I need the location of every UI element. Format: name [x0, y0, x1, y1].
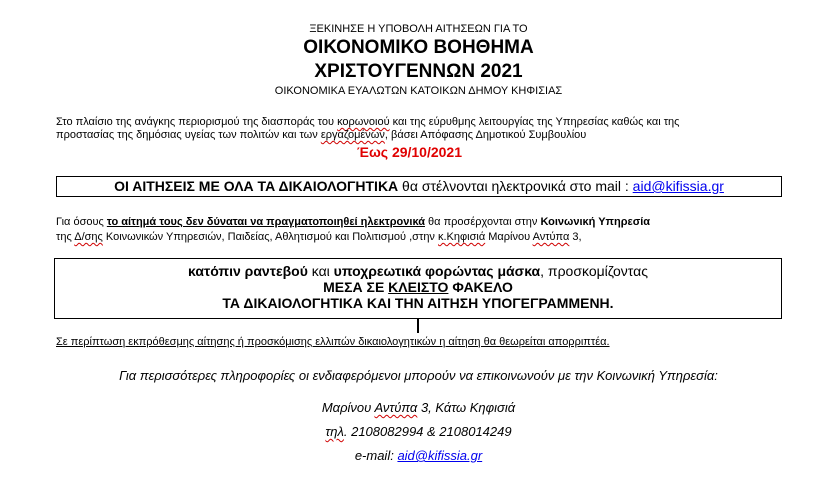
- para-text: θα προσέρχονται στην: [424, 216, 541, 228]
- intro-text: κορωνοιού: [337, 116, 390, 128]
- email-link[interactable]: aid@kifissia.gr: [632, 178, 724, 194]
- box2-line-3: ΤΑ ΔΙΚΑΙΟΛΟΓΗΤΙΚΑ ΚΑΙ ΤΗΝ ΑΙΤΗΣΗ ΥΠΟΓΕΓΡΑΜΜΕΝΗ.: [222, 295, 614, 311]
- intro-line-1: [56, 116, 784, 128]
- contact-address: [0, 400, 837, 415]
- para-text: Για όσους: [56, 216, 107, 228]
- text-cursor: [417, 319, 419, 333]
- intro-text: και της εύρυθμης λειτουργίας της Υπηρεσίας καθώς και της: [389, 116, 680, 128]
- rejection-warning: Σε περίπτωση εκπρόθεσμης αίτησης ή προσκόμισης ελλιπών δικαιολογητικών η αίτηση θα θεωρείται απορριπτέα.: [56, 336, 610, 348]
- para-text: το αίτημά τους δεν δύναται να πραγματοποιηθεί ηλεκτρονικά: [106, 216, 425, 228]
- intro-text: εργαζομένων: [320, 129, 385, 141]
- title-line-1: ΟΙΚΟΝΟΜΙΚΟ ΒΟΗΘΗΜΑ: [303, 37, 534, 58]
- box2-text: ΦΑΚΕΛΟ: [448, 279, 513, 295]
- contact-email: [0, 448, 837, 463]
- phone-text: τηλ: [325, 424, 344, 439]
- box1-text: θα στέλνονται ηλεκτρονικά στο mail :: [398, 178, 633, 194]
- para-text: Αντύπα: [532, 231, 570, 243]
- para-text: της: [56, 231, 75, 243]
- in-person-line-1: [56, 216, 650, 228]
- box2-line-2: [55, 279, 781, 295]
- box2-text: ΜΕΣΑ ΣΕ: [323, 279, 389, 295]
- email-submission-box: [56, 176, 782, 197]
- phone-text: . 2108082994 & 2108014249: [343, 424, 512, 439]
- para-text: Δ/σης: [74, 231, 103, 243]
- intro-text: Στο πλαίσιο της ανάγκης περιορισμού της διασποράς του: [56, 116, 338, 128]
- box2-text: και: [307, 263, 334, 279]
- box1-bold: ΟΙ ΑΙΤΗΣΕΙΣ ΜΕ ΟΛΑ ΤΑ ΔΙΚΑΙΟΛΟΓΗΤΙΚΑ: [114, 178, 399, 194]
- contact-phone: [0, 424, 837, 439]
- para-text: Μαρίνου: [485, 231, 533, 243]
- address-text: Μαρίνου: [321, 400, 375, 415]
- box2-text: , προσκομίζοντας: [540, 263, 648, 279]
- para-text: κ.Κηφισιά: [438, 231, 486, 243]
- email-label: e-mail:: [354, 448, 398, 463]
- subtitle: ΟΙΚΟΝΟΜΙΚΑ ΕΥΑΛΩΤΩΝ ΚΑΤΟΙΚΩΝ ΔΗΜΟΥ ΚΗΦΙΣΙΑΣ: [274, 85, 563, 97]
- intro-text: προστασίας της δημόσιας υγείας των πολιτών και των: [56, 129, 321, 141]
- intro-line-2: [56, 129, 586, 141]
- contact-email-link[interactable]: aid@kifissia.gr: [397, 448, 483, 463]
- box2-line-1: [55, 263, 781, 279]
- para-text: Κοινωνικών Υπηρεσιών, Παιδείας, Αθλητισμού και Πολιτισμού ,στην: [102, 231, 438, 243]
- deadline: Έως 29/10/2021: [357, 144, 463, 160]
- in-person-line-2: [56, 231, 582, 243]
- address-text: 3, Κάτω Κηφισιά: [417, 400, 516, 415]
- box2-text: κατόπιν ραντεβού: [188, 263, 308, 279]
- para-text: Κοινωνική Υπηρεσία: [540, 216, 651, 228]
- contact-info: Για περισσότερες πληροφορίες οι ενδιαφερόμενοι μπορούν να επικοινωνούν με την Κοινωνική Υπηρεσία:: [119, 368, 718, 383]
- para-text: 3,: [569, 231, 582, 243]
- intro-text: , βάσει Απόφασης Δημοτικού Συμβουλίου: [384, 129, 587, 141]
- requirements-box: [54, 258, 782, 319]
- title-line-2: ΧΡΙΣΤΟΥΓΕΝΝΩΝ 2021: [314, 61, 523, 82]
- box2-text: ΚΛΕΙΣΤΟ: [388, 279, 449, 295]
- address-text: Αντύπα: [374, 400, 418, 415]
- header-line: ΞΕΚΙΝΗΣΕ Η ΥΠΟΒΟΛΗ ΑΙΤΗΣΕΩΝ ΓΙΑ ΤΟ: [309, 23, 528, 35]
- box2-text: υποχρεωτικά φορώντας μάσκα: [333, 263, 541, 279]
